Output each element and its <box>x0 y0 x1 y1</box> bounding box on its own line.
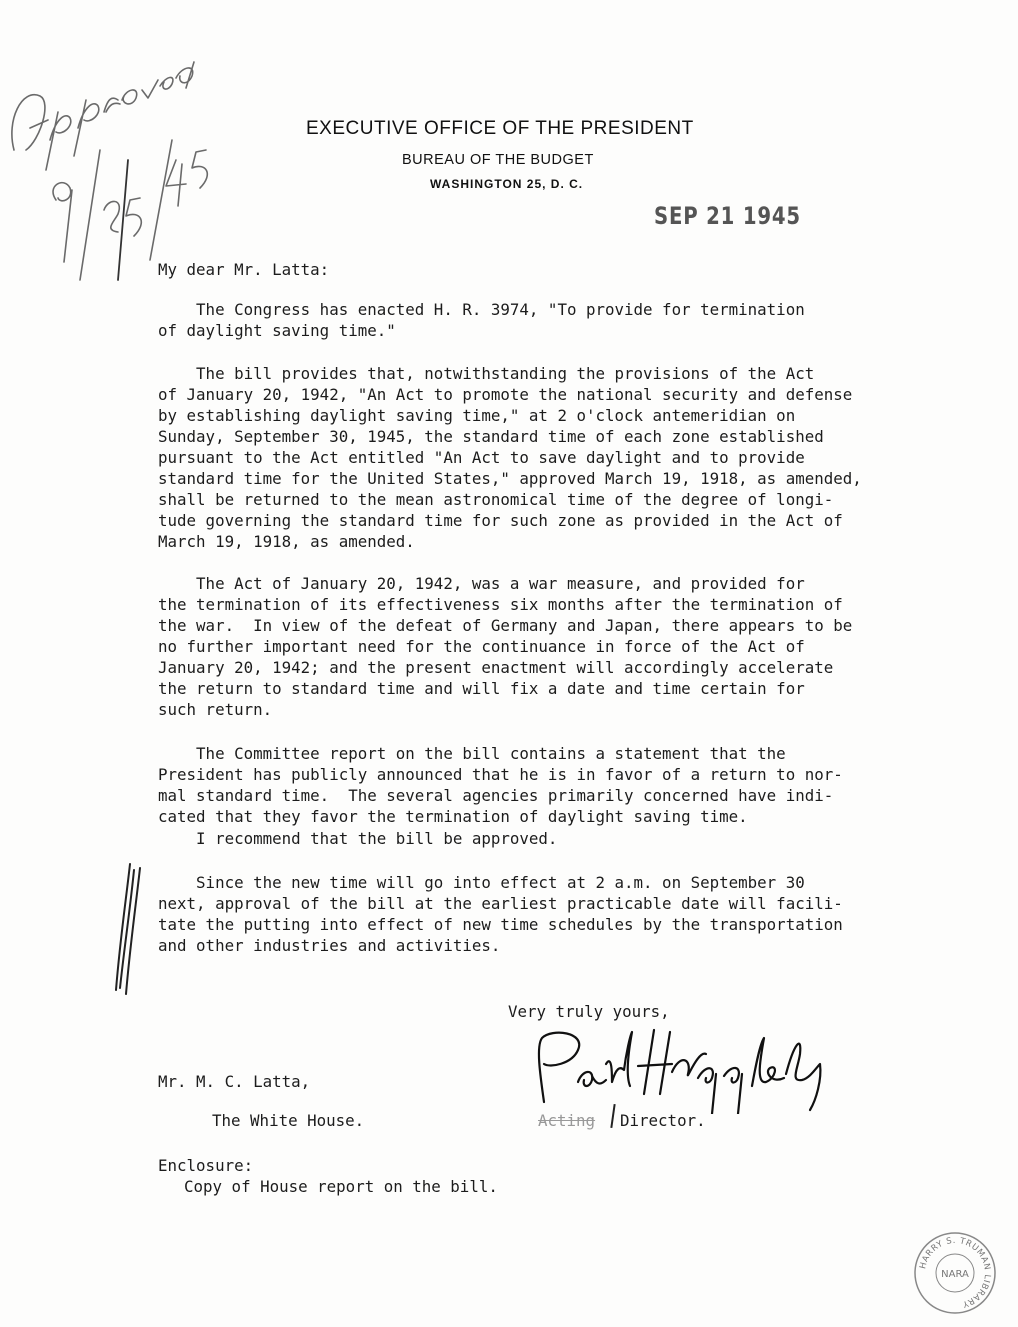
enclosure-label: Enclosure: <box>158 1156 254 1175</box>
body-line: The bill provides that, notwithstanding the provisions of the Act <box>158 364 815 383</box>
body-line: President has publicly announced that he is in favor of a return to nor- <box>158 765 843 784</box>
signer-title: Director. <box>620 1111 706 1130</box>
letterhead-address: WASHINGTON 25, D. C. <box>430 177 584 191</box>
body-line: next, approval of the bill at the earliest practicable date will facili- <box>158 894 843 913</box>
library-seal <box>910 1228 1000 1318</box>
body-line: pursuant to the Act entitled "An Act to save daylight and to provide <box>158 448 805 467</box>
body-line: Since the new time will go into effect at 2 a.m. on September 30 <box>158 873 805 892</box>
svg-text:NARA: NARA <box>941 1269 969 1280</box>
enclosure-item: Copy of House report on the bill. <box>184 1177 498 1196</box>
body-line: The Committee report on the bill contains a statement that the <box>158 744 786 763</box>
body-line: such return. <box>158 700 273 719</box>
body-line: The Congress has enacted H. R. 3974, "To provide for termination <box>158 300 805 319</box>
letterhead-office: EXECUTIVE OFFICE OF THE PRESIDENT <box>306 118 694 139</box>
addressee-place: The White House. <box>212 1111 365 1130</box>
svg-text:HARRY S. TRUMAN LIBRARY: HARRY S. TRUMAN LIBRARY <box>918 1235 993 1310</box>
body-line: tate the putting into effect of new time schedules by the transportation <box>158 915 843 934</box>
body-line: no further important need for the continuance in force of the Act of <box>158 637 805 656</box>
handwritten-approval-note <box>0 0 260 300</box>
body-line: and other industries and activities. <box>158 936 501 955</box>
body-line: Sunday, September 30, 1945, the standard time of each zone established <box>158 427 824 446</box>
margin-pen-marks <box>100 860 160 1000</box>
body-line: March 19, 1918, as amended. <box>158 532 415 551</box>
body-line: the war. In view of the defeat of Germany and Japan, there appears to be <box>158 616 853 635</box>
body-line: standard time for the United States," approved March 19, 1918, as amended, <box>158 469 862 488</box>
signature <box>520 1024 870 1114</box>
date-stamp: SEP 21 1945 <box>654 202 801 230</box>
body-line: by establishing daylight saving time," at 2 o'clock antemeridian on <box>158 406 796 425</box>
struck-acting: Acting <box>538 1111 596 1130</box>
salutation: My dear Mr. Latta: <box>158 260 330 279</box>
body-line: tude governing the standard time for such zone as provided in the Act of <box>158 511 843 530</box>
closing: Very truly yours, <box>508 1002 670 1021</box>
body-line: the termination of its effectiveness six months after the termination of <box>158 595 843 614</box>
body-line: of daylight saving time." <box>158 321 396 340</box>
letterhead-bureau: BUREAU OF THE BUDGET <box>402 152 594 168</box>
body-line: of January 20, 1942, "An Act to promote the national security and defense <box>158 385 853 404</box>
body-line: mal standard time. The several agencies primarily concerned have indi- <box>158 786 834 805</box>
body-line: I recommend that the bill be approved. <box>158 829 558 848</box>
body-line: cated that they favor the termination of daylight saving time. <box>158 807 748 826</box>
body-line: January 20, 1942; and the present enactment will accordingly accelerate <box>158 658 834 677</box>
body-line: shall be returned to the mean astronomical time of the degree of longi- <box>158 490 834 509</box>
body-line: The Act of January 20, 1942, was a war measure, and provided for <box>158 574 805 593</box>
addressee-name: Mr. M. C. Latta, <box>158 1072 311 1091</box>
body-line: the return to standard time and will fix a date and time certain for <box>158 679 805 698</box>
